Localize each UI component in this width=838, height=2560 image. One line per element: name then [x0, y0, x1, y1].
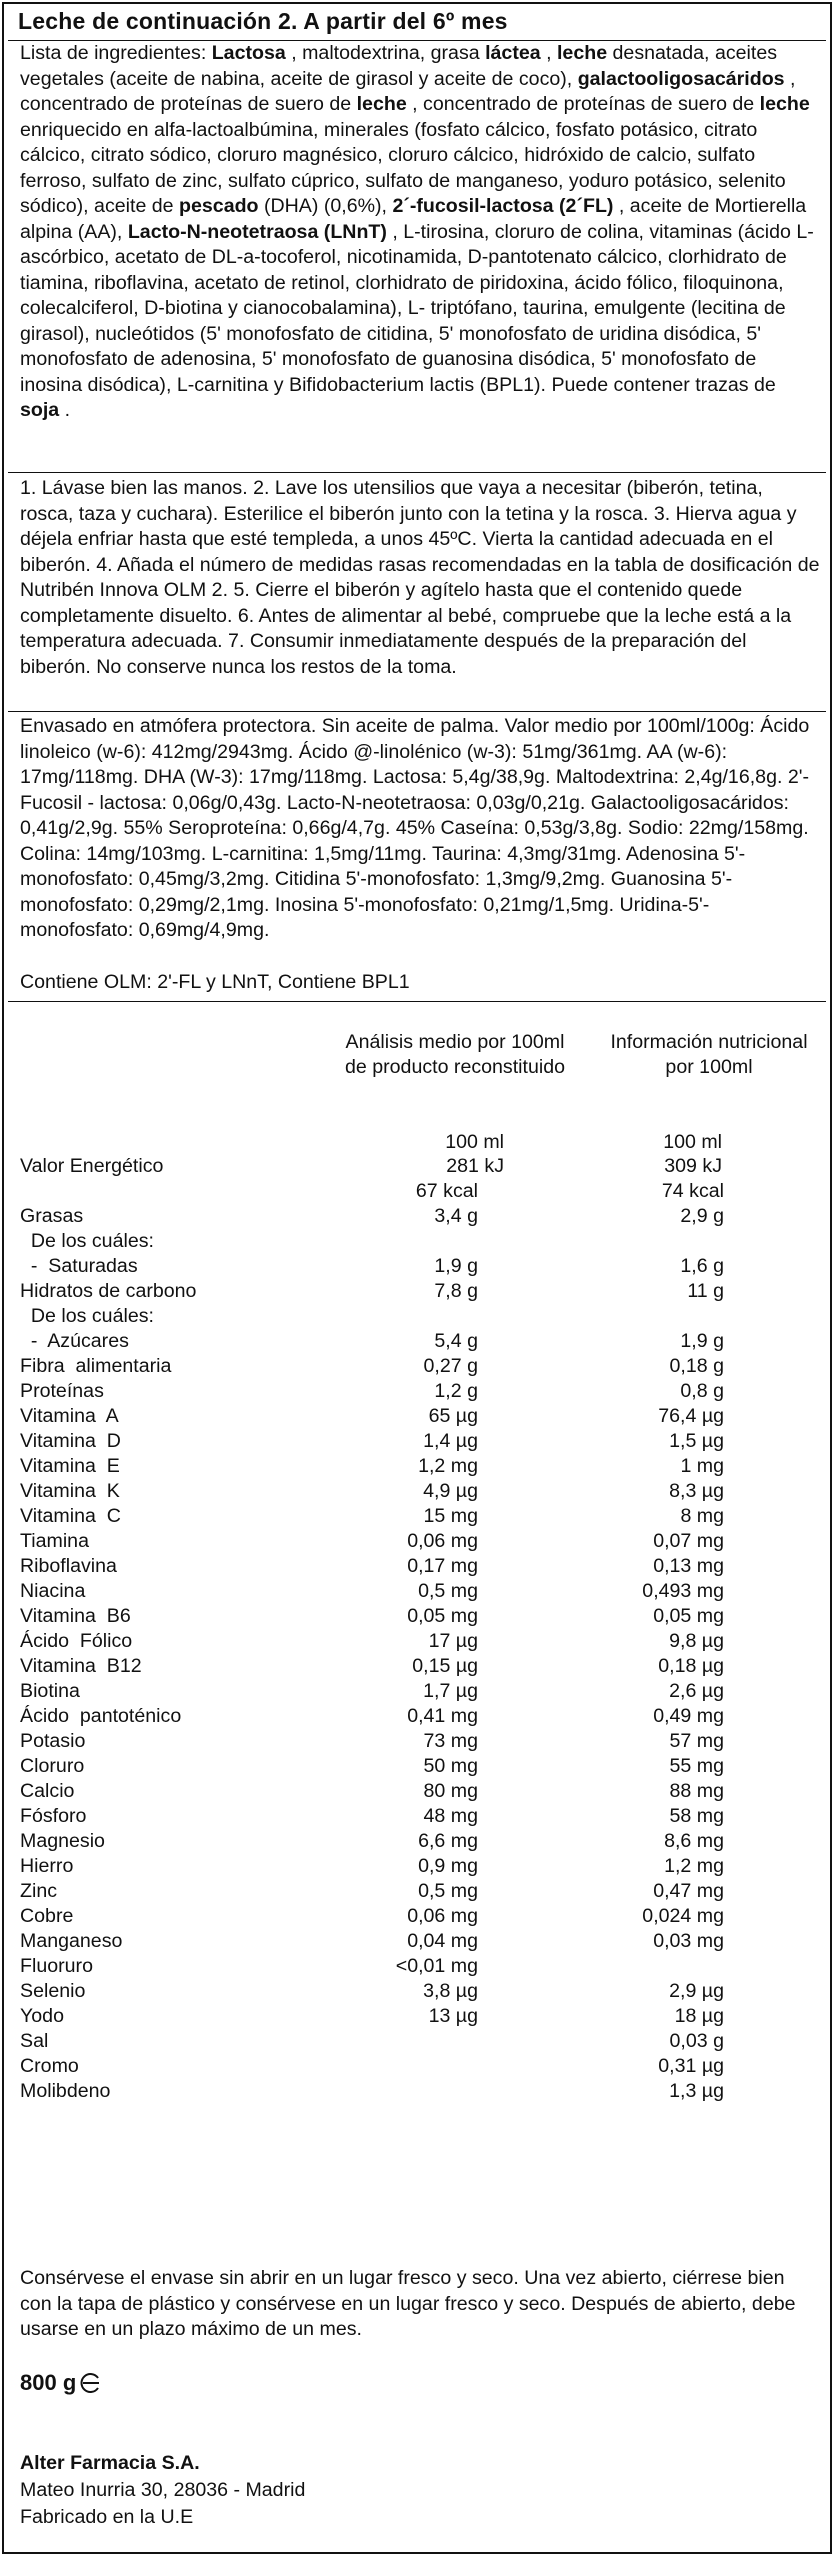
table-row — [4, 1979, 834, 2004]
nutrient-name: Biotina — [20, 1680, 80, 1702]
table-row — [4, 1404, 834, 1429]
nutrient-value-col1: 7,8 g — [434, 1280, 478, 1302]
table-header-col1 — [342, 1030, 568, 1080]
energy-col1-kj: 281 kJ — [446, 1155, 504, 1177]
nutrient-value-col2: 55 mg — [669, 1755, 724, 1777]
nutrient-value-col1: <0,01 mg — [395, 1955, 478, 1977]
nutrient-value-col2: 0,49 mg — [653, 1705, 724, 1727]
ingredient-text: , L-tirosina, cloruro de colina, vitaminas (ácido L-ascórbico, acetato de DL-a-tocoferol, nicotinamida, D-pantotenato cálcico, clorhidrato de tiamina, riboflavina, acetato de retinol, clorhidrato de piridoxina, ácido fólico, filoquinona, colecalciferol, D-biotina y cianocobalamina), L- triptófano, taurina, emulgente (lecitina de girasol), nucleótidos (5' monofosfato de citidina, 5' monofosfato de uridina disódica, 5' monofosfato de adenosina, 5' monofosfato de guanosina disódica, 5' monofosfato de inosina disódica), L-carnitina y Bifidobacterium lactis (BPL1). Puede contener trazas de — [20, 220, 814, 396]
nutrient-name: Fósforo — [20, 1805, 87, 1827]
nutrient-value-col1: 0,06 mg — [407, 1905, 478, 1927]
nutrient-value-col2: 0,31 µg — [658, 2055, 724, 2077]
nutrient-value-col2: 1,6 g — [680, 1255, 724, 1277]
manufacturer-block — [20, 2450, 305, 2531]
table-row — [4, 1929, 834, 1954]
nutrient-value-col2: 57 mg — [669, 1730, 724, 1752]
nutrient-value-col2: 1,2 mg — [664, 1855, 724, 1877]
nutrient-value-col1: 4,9 µg — [423, 1480, 478, 1502]
table-row — [4, 1329, 834, 1354]
nutrient-name: Magnesio — [20, 1830, 105, 1852]
nutrient-name: Potasio — [20, 1730, 86, 1752]
nutrient-name: Vitamina K — [20, 1480, 120, 1502]
nutrient-name: Yodo — [20, 2005, 64, 2027]
nutrient-name: Hidratos de carbono — [20, 1280, 197, 1302]
storage-instructions: Consérvese el envase sin abrir en un lugar fresco y seco. Una vez abierto, ciérrese bien con la tapa de plástico y consérvese en un lugar fresco y seco. Después de abierto, debe usarse en un plazo máximo de un mes. — [20, 2267, 796, 2340]
ingredients-divider — [8, 472, 826, 473]
nutrient-name: Vitamina B6 — [20, 1605, 131, 1627]
nutrient-name: Calcio — [20, 1780, 75, 1802]
table-row — [4, 1904, 834, 1929]
table-row — [4, 1779, 834, 1804]
table-row — [4, 1529, 834, 1554]
nutrient-name: Vitamina C — [20, 1505, 121, 1527]
nutrient-value-col2: 9,8 µg — [669, 1630, 724, 1652]
energy-col2-kj: 309 kJ — [664, 1155, 722, 1177]
nutrient-value-col1: 6,6 mg — [418, 1830, 478, 1852]
nutrient-name: Proteínas — [20, 1380, 104, 1402]
company-address: Mateo Inurria 30, 28036 - Madrid — [20, 2479, 306, 2501]
energy-row — [4, 1154, 834, 1179]
nutrient-value-col2: 0,8 g — [680, 1380, 724, 1402]
nutrient-value-col2: 2,6 µg — [669, 1680, 724, 1702]
ingredient-text: , maltodextrina, grasa — [285, 42, 486, 64]
product-title: Leche de continuación 2. A partir del 6º mes — [18, 8, 508, 34]
nutrient-value-col1: 0,17 mg — [407, 1555, 478, 1577]
table-row — [4, 1279, 834, 1304]
net-weight — [20, 2370, 102, 2396]
nutrient-name: Ácido Fólico — [20, 1630, 133, 1652]
table-row — [4, 1429, 834, 1454]
table-row — [4, 1554, 834, 1579]
ingredient-text: , concentrado de proteínas de suero de — [20, 67, 796, 115]
net-weight-value: 800 g — [20, 2370, 77, 2395]
table-row — [4, 2054, 834, 2079]
ingredient-allergen: soja — [20, 399, 60, 421]
nutrient-name: Cloruro — [20, 1755, 85, 1777]
ingredient-allergen: leche — [759, 93, 810, 115]
nutrient-value-col1: 0,15 µg — [412, 1655, 478, 1677]
nutrient-value-col1: 13 µg — [428, 2005, 478, 2027]
header-col2-line2: por 100ml — [665, 1056, 753, 1078]
nutrient-value-col2: 11 g — [687, 1280, 724, 1302]
nutrient-name: Grasas — [20, 1205, 84, 1227]
table-row — [4, 2004, 834, 2029]
table-row — [4, 1579, 834, 1604]
nutrient-value-col2: 0,03 g — [669, 2030, 724, 2052]
estimated-sign-icon — [80, 2371, 102, 2395]
table-row — [4, 1604, 834, 1629]
table-row — [4, 1729, 834, 1754]
nutrient-value-col1: 1,2 g — [434, 1380, 478, 1402]
nutrient-name: Tiamina — [20, 1530, 89, 1552]
nutrient-value-col2: 2,9 g — [680, 1205, 724, 1227]
nutrient-name: Vitamina E — [20, 1455, 120, 1477]
table-row — [4, 1454, 834, 1479]
nutrient-value-col2: 0,05 mg — [653, 1605, 724, 1627]
company-name: Alter Farmacia S.A. — [20, 2452, 200, 2474]
table-row — [4, 1879, 834, 1904]
nutrient-value-col2: 0,493 mg — [642, 1580, 724, 1602]
nutrient-value-col1: 1,7 µg — [423, 1680, 478, 1702]
nutrient-name: Cromo — [20, 2055, 79, 2077]
nutrient-value-col2: 76,4 µg — [658, 1405, 724, 1427]
nutrient-value-col1: 50 mg — [423, 1755, 478, 1777]
nutrient-name: Zinc — [20, 1880, 58, 1902]
nutrient-value-col1: 0,06 mg — [407, 1530, 478, 1552]
ingredient-text: (DHA) (0,6%), — [258, 195, 393, 217]
nutrient-value-col1: 15 mg — [423, 1505, 478, 1527]
ingredient-text: , concentrado de proteínas de suero de — [406, 93, 760, 115]
nutrient-value-col2: 8 mg — [680, 1505, 724, 1527]
nutrient-name: Manganeso — [20, 1930, 123, 1952]
nutrient-name: Ácido pantoténico — [20, 1705, 182, 1727]
nutrient-value-col1: 17 µg — [428, 1630, 478, 1652]
nutrient-name: Fibra alimentaria — [20, 1355, 172, 1377]
ingredient-allergen: 2´-fucosil-lactosa (2´FL) — [392, 195, 614, 217]
nutrient-value-col1: 3,8 µg — [423, 1980, 478, 2002]
table-row — [4, 1304, 834, 1329]
label-frame — [2, 2, 832, 2554]
nutrient-name: Vitamina B12 — [20, 1655, 142, 1677]
table-row — [4, 1254, 834, 1279]
table-row — [4, 1704, 834, 1729]
nutrient-name: - Saturadas — [20, 1255, 138, 1277]
table-row — [4, 2079, 834, 2104]
nutrient-value-col2: 1,9 g — [680, 1330, 724, 1352]
nutrient-value-col1: 48 mg — [423, 1805, 478, 1827]
energy-label: Valor Energético — [20, 1155, 164, 1177]
nutrient-value-col2: 0,07 mg — [653, 1530, 724, 1552]
ingredient-text: enriquecido en alfa-lactoalbúmina, minerales (fosfato cálcico, fosfato potásico, citrato cálcico, citrato sódico, cloruro magnésico, cloruro cálcico, hidróxido de calcio, sulfato ferroso, sulfato de zinc, sulfato cúprico, sulfato de manganeso, yoduro potásico, selenito sódico), aceite de — [20, 118, 786, 217]
table-row — [4, 1479, 834, 1504]
table-row — [4, 1754, 834, 1779]
nutrient-name: Hierro — [20, 1855, 74, 1877]
nutrient-value-col2: 1,3 µg — [669, 2080, 724, 2102]
nutrient-name: Riboflavina — [20, 1555, 117, 1577]
table-row — [4, 2029, 834, 2054]
table-row — [4, 1204, 834, 1229]
ingredient-allergen: galactooligosacáridos — [577, 67, 785, 90]
nutrient-value-col2: 0,47 mg — [653, 1880, 724, 1902]
energy-kcal-row — [4, 1179, 834, 1204]
nutrient-value-col1: 73 mg — [423, 1730, 478, 1752]
made-in: Fabricado en la U.E — [20, 2506, 194, 2528]
energy-col2-kcal: 74 kcal — [661, 1180, 724, 1202]
nutrient-value-col1: 0,5 mg — [418, 1880, 478, 1902]
nutrient-value-col2: 0,18 µg — [658, 1655, 724, 1677]
nutrient-value-col1: 80 mg — [423, 1780, 478, 1802]
nutrient-name: Fluoruro — [20, 1955, 93, 1977]
nutrient-name: Molibdeno — [20, 2080, 111, 2102]
nutrient-value-col1: 3,4 g — [434, 1205, 478, 1227]
nutrient-value-col1: 5,4 g — [434, 1330, 478, 1352]
table-row — [4, 1854, 834, 1879]
header-col1-line2: de producto reconstituido — [344, 1056, 566, 1078]
ingredient-allergen: leche — [556, 42, 608, 64]
table-row — [4, 1654, 834, 1679]
table-row — [4, 1229, 834, 1254]
ingredient-text: desnatada, aceites vegetales (aceite de nabina, aceite de girasol y aceite de coco), — [20, 42, 778, 90]
instructions-divider — [8, 711, 826, 712]
nutrient-value-col2: 8,3 µg — [669, 1480, 724, 1502]
ingredients-list — [20, 41, 820, 424]
nutrient-name: De los cuáles: — [20, 1305, 154, 1327]
table-header-col2 — [598, 1030, 820, 1080]
nutrient-value-col2: 58 mg — [669, 1805, 724, 1827]
unit-col2: 100 ml — [663, 1131, 722, 1153]
header-col2-line1: Información nutricional — [610, 1031, 808, 1053]
nutrient-value-col1: 65 µg — [428, 1405, 478, 1427]
nutrient-value-col1: 1,4 µg — [423, 1430, 478, 1452]
table-row — [4, 1679, 834, 1704]
nutrient-value-col2: 88 mg — [669, 1780, 724, 1802]
nutrient-value-col1: 1,2 mg — [418, 1455, 478, 1477]
nutrient-value-col2: 8,6 mg — [664, 1830, 724, 1852]
ingredient-allergen: Lactosa — [211, 42, 286, 64]
nutrient-value-col2: 1 mg — [680, 1455, 724, 1477]
header-col1-line1: Análisis medio por 100ml — [345, 1031, 565, 1053]
energy-col1-kcal: 67 kcal — [415, 1180, 478, 1202]
nutrient-name: Cobre — [20, 1905, 74, 1927]
nutrient-value-col2: 0,024 mg — [642, 1905, 724, 1927]
nutrient-value-col1: 0,04 mg — [407, 1930, 478, 1952]
nutrient-value-col2: 2,9 µg — [669, 1980, 724, 2002]
ingredient-allergen: pescado — [179, 195, 259, 217]
contains-statement: Contiene OLM: 2'-FL y LNnT, Contiene BPL1 — [20, 971, 410, 993]
ingredient-allergen: láctea — [485, 42, 541, 64]
nutrient-name: De los cuáles: — [20, 1230, 154, 1252]
table-row — [4, 1379, 834, 1404]
nutrient-name: Vitamina A — [20, 1405, 119, 1427]
nutrient-name: Vitamina D — [20, 1430, 121, 1452]
nutrient-value-col1: 0,27 g — [423, 1355, 478, 1377]
table-row — [4, 1629, 834, 1654]
nutrient-value-col2: 0,03 mg — [653, 1930, 724, 1952]
nutrient-name: - Azúcares — [20, 1330, 129, 1352]
nutrient-value-col2: 1,5 µg — [669, 1430, 724, 1452]
ingredient-text: . — [59, 399, 71, 421]
ingredient-allergen: leche — [356, 93, 407, 115]
ingredient-text: , aceite de Mortierella alpina (AA), — [20, 195, 807, 243]
nutrient-name: Niacina — [20, 1580, 86, 1602]
ingredient-allergen: Lacto-N-neotetraosa (LNnT) — [127, 220, 387, 243]
table-row — [4, 1954, 834, 1979]
preparation-instructions: 1. Lávase bien las manos. 2. Lave los utensilios que vaya a necesitar (biberón, tetina, rosca, taza y cuchara). Esterilice el biberón junto con la tetina y la rosca. 3. Hierva agua y déjela enfriar hasta que esté templeda, a unos 45ºC. Vierta la cantidad adecuada en el biberón. 4. Añada el número de medidas rasas recomendadas en la tabla de dosificación de Nutribén Innova OLM 2. 5. Cierre el biberón y agítelo hasta que el contenido quede completamente disuelto. 6. Antes de alimentar al bebé, compruebe que la leche está a la temperatura adecuada. 7. Consumir inmediatamente después de la preparación del biberón. No conserve nunca los restos de la toma. — [20, 477, 820, 678]
nutrient-value-col1: 1,9 g — [434, 1255, 478, 1277]
nutrient-name: Selenio — [20, 1980, 86, 2002]
nutrient-value-col1: 0,41 mg — [407, 1705, 478, 1727]
table-row — [4, 1504, 834, 1529]
nutrient-value-col1: 0,9 mg — [418, 1855, 478, 1877]
ingredient-text: , — [540, 42, 557, 64]
table-row — [4, 1354, 834, 1379]
nutrient-value-col2: 0,18 g — [669, 1355, 724, 1377]
table-unit-row — [4, 1130, 834, 1155]
nutrient-name: Sal — [20, 2030, 49, 2052]
nutrient-value-col2: 0,13 mg — [653, 1555, 724, 1577]
unit-col1: 100 ml — [445, 1131, 504, 1153]
nutrient-value-col1: 0,5 mg — [418, 1580, 478, 1602]
info-divider — [8, 1001, 826, 1002]
nutrient-value-col2: 18 µg — [674, 2005, 724, 2027]
table-row — [4, 1829, 834, 1854]
ingredient-text: Lista de ingredientes: — [20, 42, 212, 64]
packaging-info: Envasado en atmófera protectora. Sin aceite de palma. Valor medio por 100ml/100g: Ácido linoleico (w-6): 412mg/2943mg. Ácido @-linolénico (w-3): 51mg/361mg. AA (w-6): 17mg/118mg. DHA (W-3): 17mg/118mg. Lactosa: 5,4g/38,9g. Maltodextrina: 2,4g/16,8g. 2'-Fucosil - lactosa: 0,06g/0,43g. Lacto-N-neotetraosa: 0,03g/0,21g. Galactooligosacáridos: 0,41g/2,9g. 55% Seroproteína: 0,66g/4,7g. 45% Caseína: 0,53g/3,8g. Sodio: 22mg/158mg. Colina: 14mg/103mg. L-carnitina: 1,5mg/11mg. Taurina: 4,3mg/31mg. Adenosina 5'-monofosfato: 0,45mg/3,2mg. Citidina 5'-monofosfato: 1,3mg/9,2mg. Guanosina 5'-monofosfato: 0,29mg/2,1mg. Inosina 5'-monofosfato: 0,21mg/1,5mg. Uridina-5'-monofosfato: 0,69mg/4,9mg. — [20, 715, 810, 941]
nutrient-value-col1: 0,05 mg — [407, 1605, 478, 1627]
table-row — [4, 1804, 834, 1829]
